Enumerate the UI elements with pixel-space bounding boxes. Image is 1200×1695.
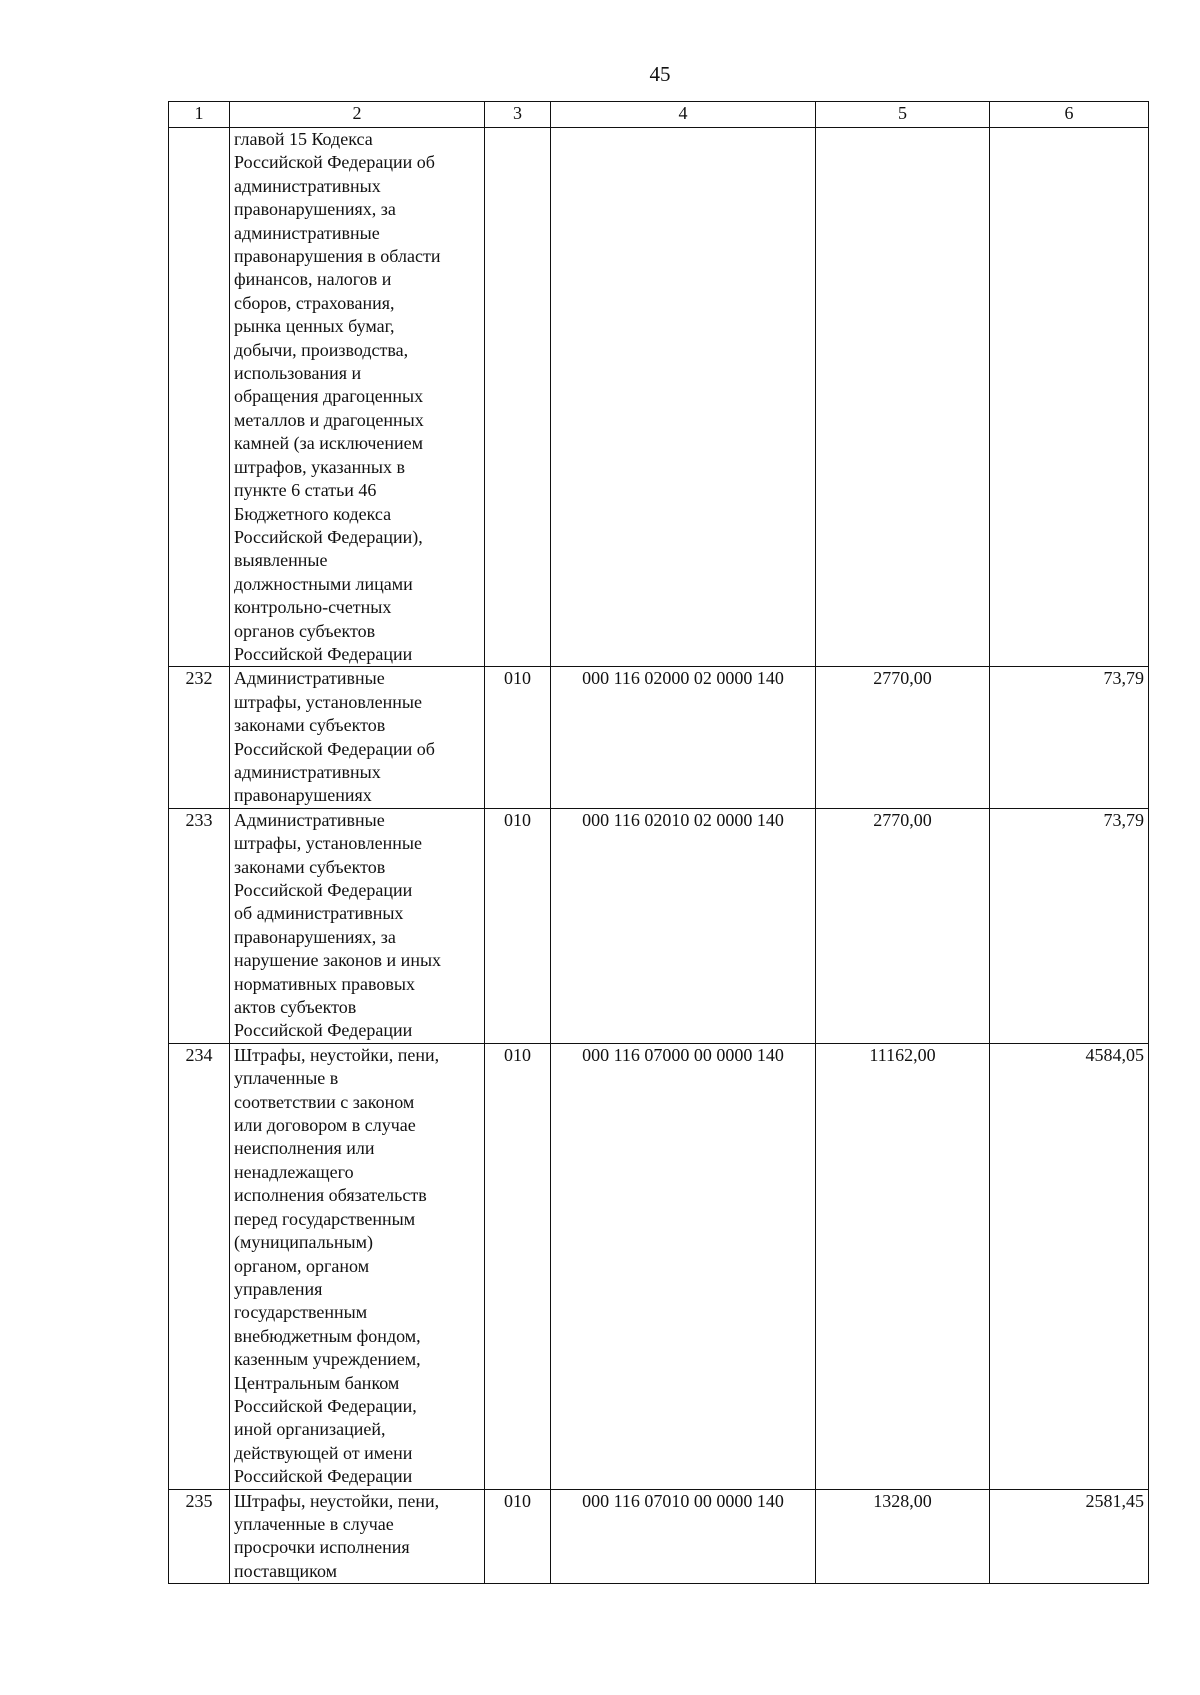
row-percent: 73,79 [990, 667, 1149, 808]
row-percent: 2581,45 [990, 1489, 1149, 1584]
page-number: 45 [649, 62, 671, 86]
table-row [169, 128, 1149, 667]
row-plan: 1328,00 [816, 1489, 990, 1584]
header-cell-4: 4 [551, 102, 816, 128]
row-description: Административные штрафы, установленные законами субъектов Российской Федерации об административных правонарушениях, за нарушение законов и иных нормативных правовых актов субъектов Российской Федерации [230, 808, 485, 1043]
header-cell-6: 6 [990, 102, 1149, 128]
row-plan: 2770,00 [816, 808, 990, 1043]
row-percent: 4584,05 [990, 1043, 1149, 1489]
header-cell-5: 5 [816, 102, 990, 128]
header-cell-3: 3 [485, 102, 551, 128]
row-description: Штрафы, неустойки, пени, уплаченные в случае просрочки исполнения поставщиком [230, 1489, 485, 1584]
row-number: 235 [169, 1489, 230, 1584]
table-row [169, 1043, 1149, 1489]
table-row [169, 1489, 1149, 1584]
row-number [169, 128, 230, 667]
row-kbk: 000 116 07010 00 0000 140 [551, 1489, 816, 1584]
row-number: 234 [169, 1043, 230, 1489]
row-code: 010 [485, 667, 551, 808]
row-kbk: 000 116 07000 00 0000 140 [551, 1043, 816, 1489]
row-code [485, 128, 551, 667]
row-plan [816, 128, 990, 667]
row-kbk: 000 116 02010 02 0000 140 [551, 808, 816, 1043]
row-code: 010 [485, 1043, 551, 1489]
row-code: 010 [485, 808, 551, 1043]
row-description: Административные штрафы, установленные законами субъектов Российской Федерации об административных правонарушениях [230, 667, 485, 808]
row-plan: 11162,00 [816, 1043, 990, 1489]
budget-table [168, 101, 1149, 1584]
row-percent: 73,79 [990, 808, 1149, 1043]
row-number: 232 [169, 667, 230, 808]
row-code: 010 [485, 1489, 551, 1584]
header-cell-2: 2 [230, 102, 485, 128]
header-row [169, 102, 1149, 128]
row-description: Штрафы, неустойки, пени, уплаченные в соответствии с законом или договором в случае неисполнения или ненадлежащего исполнения обязательств перед государственным (муниципальным) органом, органом управления государственным внебюджетным фондом, казенным учреждением, Центральным банком Российской Федерации, иной организацией, действующей от имени Российской Федерации [230, 1043, 485, 1489]
header-cell-1: 1 [169, 102, 230, 128]
row-description: главой 15 Кодекса Российской Федерации об административных правонарушениях, за административные правонарушения в области финансов, налогов и сборов, страхования, рынка ценных бумаг, добычи, производства, использования и обращения драгоценных металлов и драгоценных камней (за исключением штрафов, указанных в пункте 6 статьи 46 Бюджетного кодекса Российской Федерации), выявленные должностными лицами контрольно-счетных органов субъектов Российской Федерации [230, 128, 485, 667]
table-row [169, 667, 1149, 808]
row-plan: 2770,00 [816, 667, 990, 808]
row-kbk: 000 116 02000 02 0000 140 [551, 667, 816, 808]
row-kbk [551, 128, 816, 667]
row-number: 233 [169, 808, 230, 1043]
table-row [169, 808, 1149, 1043]
row-percent [990, 128, 1149, 667]
